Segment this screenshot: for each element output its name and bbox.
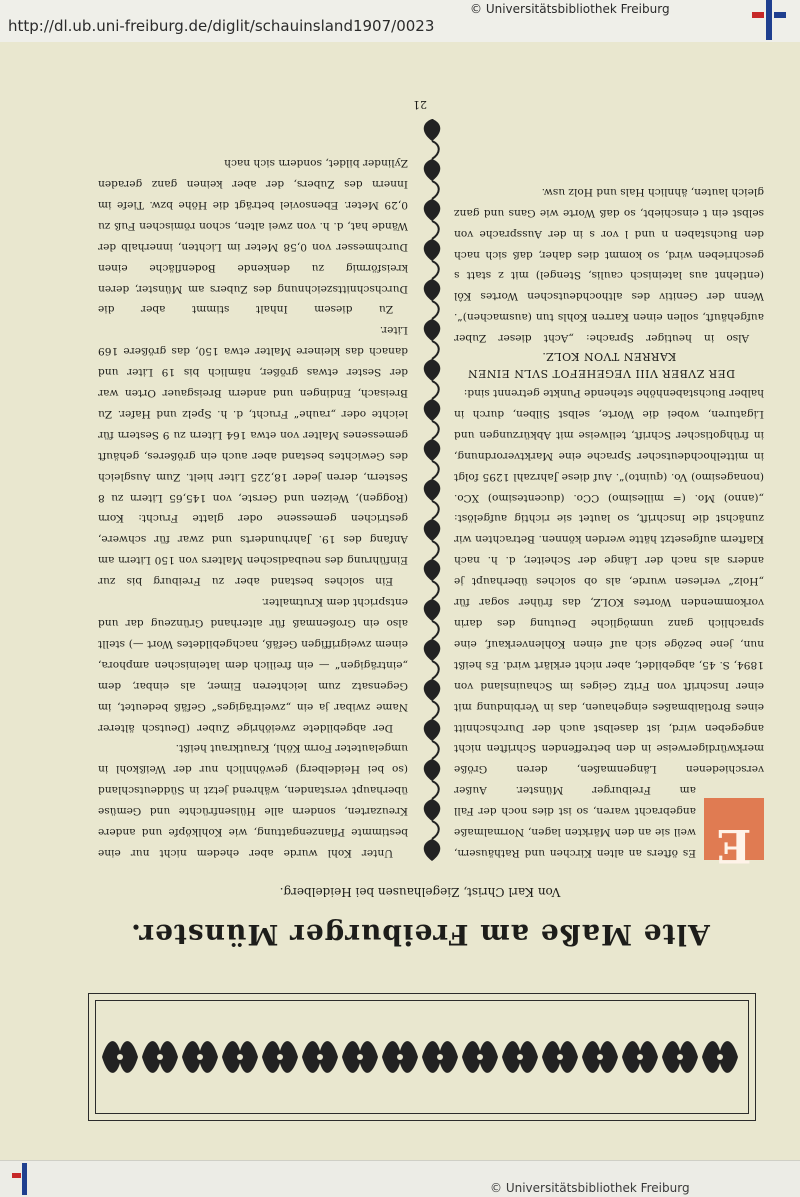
library-logo-icon bbox=[748, 0, 792, 40]
vine-ornament-icon bbox=[424, 781, 441, 821]
dropcap-ornament bbox=[704, 798, 764, 873]
right-column bbox=[98, 152, 408, 863]
page-url[interactable]: http://dl.ub.uni-freiburg.de/diglit/schauinsland1907/0023 bbox=[8, 17, 435, 35]
left-paragraph: Es öfters an alten Kirchen und Rathäusern, weil sie an den Märkten lagen, Normalmaße angebracht waren, so ist dies noch der Fall am Freiburger Münster. Außer verschiedenen Längenmaßen, deren Größe merkwürdigerweise in den betreffenden Schriften nicht angegeben wird, ist daselbst auch der Durchschnitt eines Brotlaibmaßes eingehauen, das in Verbindung mit einer Inschrift von Fritz Geiges im Schauinsland von 1894, S. 45, abgebildet, aber nicht erklärt wird. Es heißt nun, jene bezöge sich auf einen Kohlenverkauf, eine sprachlich ganz unmögliche Deutung des darin vorkommenden Wortes KOLZ, das früher sogar für „Holz“ verlesen wurde, als ob solches überhaupt je anders als nach der Länge der Scheiter, d. h. nach Klaftern aufgesetzt hätte werden können. Betrachten wir zunächst die Inschrift, so lautet sie richtig aufgelöst: „(anno) Mo. (= millesimo) CCo. (ducentesimo) XCo. (nonagesimo) Vo. (quinto)“. Auf diese Jahrzahl 1295 folgt in mittelhochdeutscher Sprache eine Marktverordnung, in frühgotischer Schrift, teilweise mit Abkürzungen und Ligaturen, wobei die Worte, selbst Silben, durch in halber Buchstabenhöhe stehende Punkte getrennt sind: bbox=[454, 387, 764, 859]
vine-ornament-icon bbox=[424, 421, 441, 461]
left-paragraph: Also in heutiger Sprache: „Acht dieser Zuber aufgehäuft, sollen einen Karren Kohls tun (ausmachen)“. Wenn der Genitiv des althochdeutschen Wortes Kôl (entlehnt aus lateinisch caulis, Stengel) mit z statt s geschrieben wird, so kommt dies daher, daß sich nach den Buchstaben n und l vor s in der Aussprache von selbst ein t einschiebt, so daß Worte wie Gans und ganz gleich lauten, ähnlich Hals und Holz usw. bbox=[454, 185, 764, 345]
vine-ornament-icon bbox=[424, 261, 441, 301]
inscription-text: DER ZVBER VIII VEGEHEFOT SVLN EINEN KARREN TVON KOLZ. bbox=[467, 350, 736, 381]
dropcap-letter: E bbox=[716, 819, 752, 873]
vine-ornament-icon bbox=[424, 661, 441, 701]
vine-ornament-icon bbox=[424, 141, 441, 181]
page-number: 21 bbox=[413, 98, 427, 111]
viewer-footer bbox=[0, 1160, 800, 1197]
vine-ornament-icon bbox=[424, 301, 441, 341]
vine-ornament-icon bbox=[424, 701, 441, 741]
vine-ornament-icon bbox=[424, 341, 441, 381]
article-title: Alte Maße am Freiburger Münster. bbox=[130, 918, 710, 951]
vine-ornament-icon bbox=[424, 181, 441, 221]
vertical-ornament-divider bbox=[419, 119, 445, 861]
floral-ornament-icon bbox=[102, 1017, 742, 1097]
vine-ornament-icon bbox=[424, 741, 441, 781]
vine-ornament-icon bbox=[424, 381, 441, 421]
right-paragraph: Unter Kohl wurde aber ehedem nicht nur eine bestimmte Pflanzengattung, wie Kohlköpfe und andere Kreuzarten, sondern alle Hülsenfrüchte und Gemüse überhaupt verstanden, während jetzt in Süddeutschland (so bei Heidelberg) gewöhnlich nur der Weißkohl in umgelauteter Form Köhl, Krautkraut heißt. bbox=[98, 742, 408, 859]
right-paragraph: Ein solches bestand aber zu Freiburg bis zur Einführung des neubadischen Malters von 150 Litern am Anfang des 19. Jahrhunderts und zwar für schwere, gestrichen gemessene oder glatte Frucht: Korn (Roggen), Weizen und Gerste, von 145,65 Litern zu 8 Sestern, deren jeder 18,225 Liter hielt. Zum Ausgleich des Gewichtes bestand aber auch ein größeres, gehäuft gemessenes Malter von etwa 164 Litern zu 9 Sestern für leichte oder „rauhe“ Frucht, d. h. Spelz und Hafer. Zu Breisach, Endingen und andern Breisgauer Orten war der Sester etwas größer, nämlich bis 19 Liter und danach das kleinere Malter etwa 150, das größere 169 Liter. bbox=[98, 324, 408, 588]
vine-ornament-icon bbox=[424, 119, 441, 141]
vine-ornament-icon bbox=[424, 221, 441, 261]
viewer-header bbox=[0, 0, 800, 43]
vine-ornament-icon bbox=[424, 821, 441, 861]
ornament-band bbox=[88, 993, 756, 1121]
vine-ornament-icon bbox=[424, 461, 441, 501]
vine-ornament-icon bbox=[424, 621, 441, 661]
right-paragraph: Der abgebildete zweiöhrige Zuber (Deutsch älterer Name zwibar ja ein „zweiträgiges“ Gefäß bedeutet, im Gegensatz zum leichteren Eimer, als einbar, dem „einträgigen“ — ein freilich dem lateinischen amphora, einem zweigriffigen Gefäß, nachgebildetes Wort —) stellt also ein Großenmaß für alterhand Grünzeug dar und entspricht dem Krutmalter. bbox=[98, 596, 408, 734]
left-column bbox=[454, 181, 764, 873]
rotated-page bbox=[0, 42, 800, 1161]
right-paragraph: Zu diesem Inhalt stimmt aber die Durchschnittszeichnung des Zubers am Münster, deren kreisförmig zu denkende Bodenfläche einen Durchmesser von 0,58 Meter im Lichten, innerhalb der Wände hat, d. h. von zwei alten, schon römischen Fuß zu 0,29 Meter. Ebensoviel beträgt die Höhe bzw. Tiefe im Innern des Zubers, der aber keinen ganz geraden Zylinder bildet, sondern sich nach bbox=[98, 157, 408, 316]
copyright-notice: © Universitätsbibliothek Freiburg bbox=[470, 2, 670, 16]
article-author: Von Karl Christ, Ziegelhausen bei Heidelberg. bbox=[279, 885, 561, 899]
library-logo-icon bbox=[10, 1163, 40, 1195]
vine-ornament-icon bbox=[424, 501, 441, 541]
vine-ornament-icon bbox=[424, 581, 441, 621]
vine-ornament-icon bbox=[424, 541, 441, 581]
footer-copyright: © Universitätsbibliothek Freiburg bbox=[490, 1181, 690, 1195]
